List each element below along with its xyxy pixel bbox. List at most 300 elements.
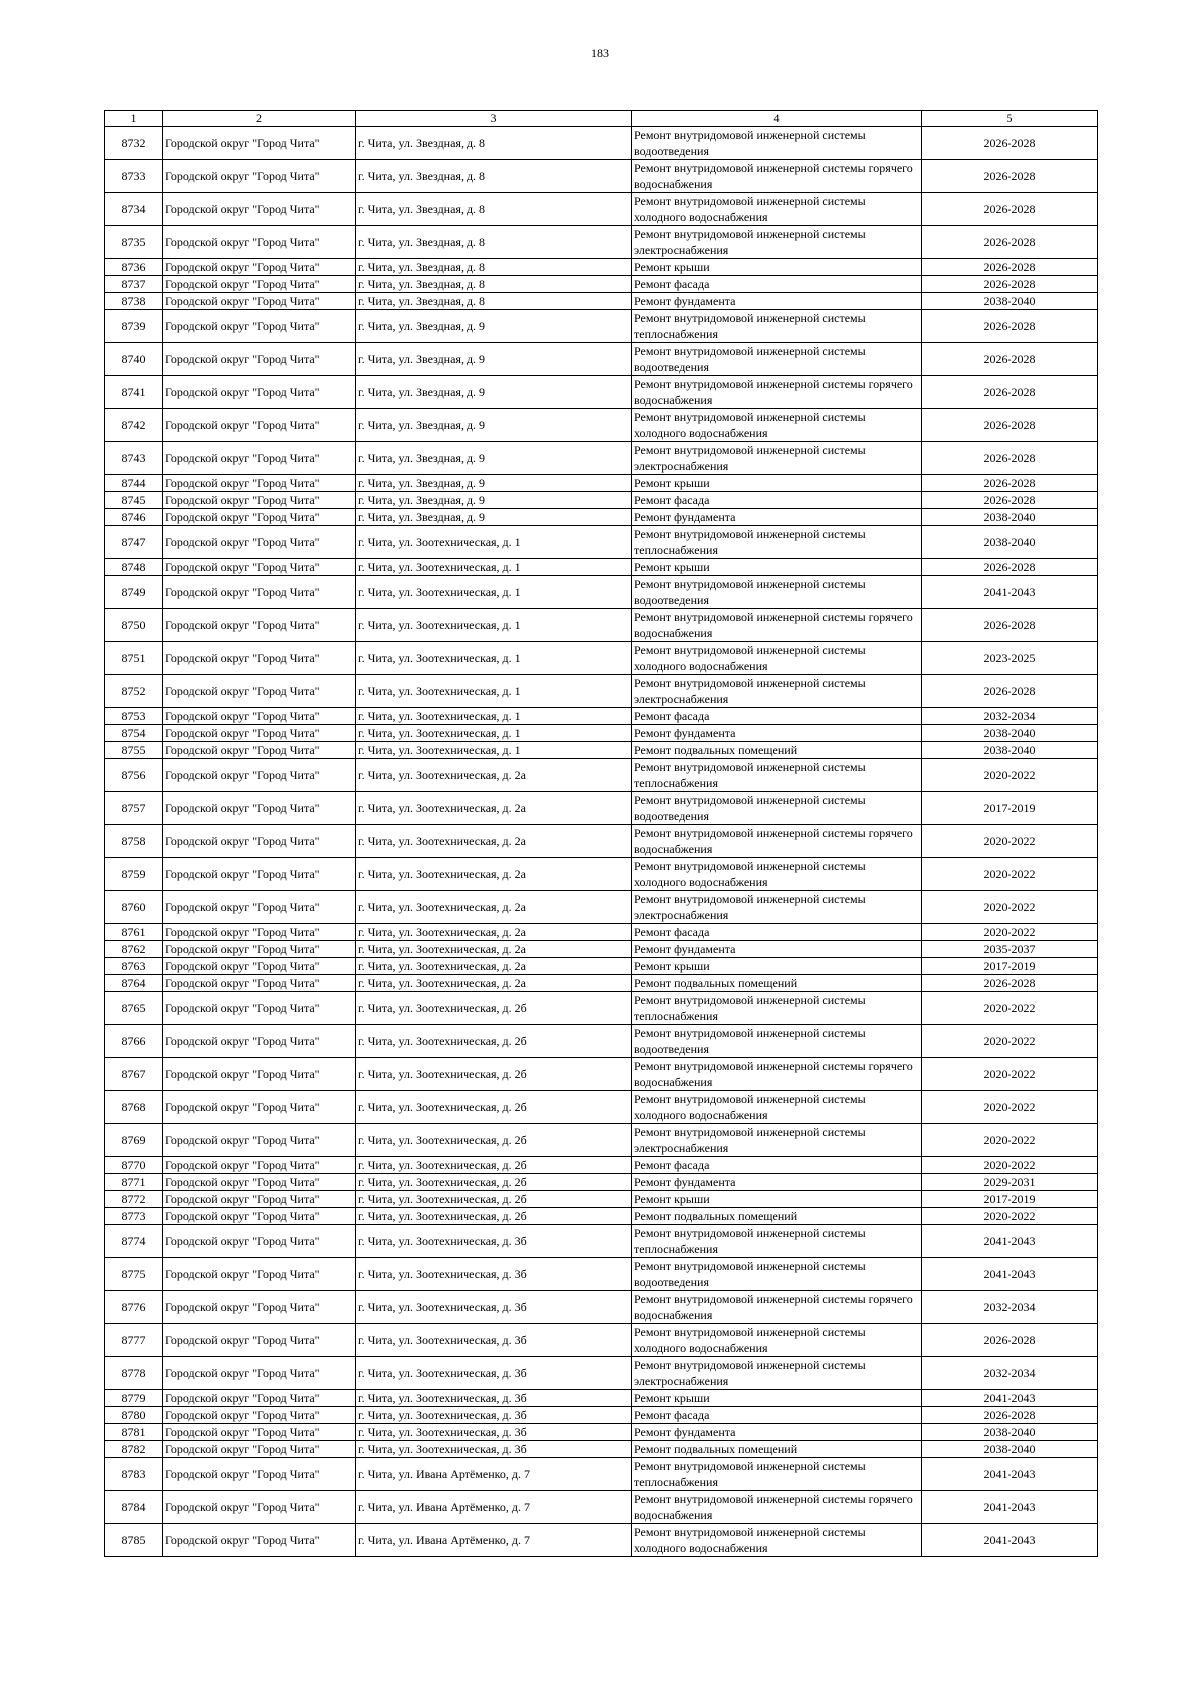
address-cell: г. Чита, ул. Зоотехническая, д. 2б xyxy=(356,992,632,1025)
address-cell: г. Чита, ул. Зоотехническая, д. 2б xyxy=(356,1058,632,1091)
row-number-cell: 8769 xyxy=(105,1124,163,1157)
table-row xyxy=(105,160,1098,193)
municipality-cell: Городской округ "Город Чита" xyxy=(163,1458,356,1491)
municipality-cell: Городской округ "Город Чита" xyxy=(163,1157,356,1174)
municipality-cell: Городской округ "Город Чита" xyxy=(163,259,356,276)
address-cell: г. Чита, ул. Зоотехническая, д. 2б xyxy=(356,1191,632,1208)
row-number-cell: 8759 xyxy=(105,858,163,891)
period-cell: 2020-2022 xyxy=(922,1058,1098,1091)
work-type-cell: Ремонт внутридомовой инженерной системы водоотведения xyxy=(632,127,922,160)
address-cell: г. Чита, ул. Зоотехническая, д. 3б xyxy=(356,1258,632,1291)
municipality-cell: Городской округ "Город Чита" xyxy=(163,1291,356,1324)
work-type-cell: Ремонт фасада xyxy=(632,708,922,725)
table-row xyxy=(105,941,1098,958)
address-cell: г. Чита, ул. Зоотехническая, д. 2а xyxy=(356,941,632,958)
row-number-cell: 8735 xyxy=(105,226,163,259)
municipality-cell: Городской округ "Город Чита" xyxy=(163,1407,356,1424)
work-type-cell: Ремонт внутридомовой инженерной системы электроснабжения xyxy=(632,442,922,475)
table-row xyxy=(105,1491,1098,1524)
header-cell: 2 xyxy=(163,111,356,127)
period-cell: 2041-2043 xyxy=(922,576,1098,609)
work-type-cell: Ремонт внутридомовой инженерной системы теплоснабжения xyxy=(632,759,922,792)
period-cell: 2020-2022 xyxy=(922,1025,1098,1058)
work-type-cell: Ремонт фасада xyxy=(632,1407,922,1424)
row-number-cell: 8778 xyxy=(105,1357,163,1390)
period-cell: 2038-2040 xyxy=(922,1424,1098,1441)
address-cell: г. Чита, ул. Зоотехническая, д. 1 xyxy=(356,609,632,642)
work-type-cell: Ремонт внутридомовой инженерной системы водоотведения xyxy=(632,343,922,376)
table-row xyxy=(105,1058,1098,1091)
row-number-cell: 8749 xyxy=(105,576,163,609)
row-number-cell: 8747 xyxy=(105,526,163,559)
work-type-cell: Ремонт фасада xyxy=(632,924,922,941)
address-cell: г. Чита, ул. Зоотехническая, д. 2а xyxy=(356,858,632,891)
work-type-cell: Ремонт внутридомовой инженерной системы электроснабжения xyxy=(632,1124,922,1157)
address-cell: г. Чита, ул. Зоотехническая, д. 3б xyxy=(356,1291,632,1324)
table-header-row xyxy=(105,111,1098,127)
period-cell: 2026-2028 xyxy=(922,376,1098,409)
table-row xyxy=(105,1124,1098,1157)
row-number-cell: 8779 xyxy=(105,1390,163,1407)
period-cell: 2017-2019 xyxy=(922,792,1098,825)
table-row xyxy=(105,742,1098,759)
period-cell: 2041-2043 xyxy=(922,1524,1098,1557)
municipality-cell: Городской округ "Город Чита" xyxy=(163,160,356,193)
address-cell: г. Чита, ул. Зоотехническая, д. 1 xyxy=(356,742,632,759)
row-number-cell: 8777 xyxy=(105,1324,163,1357)
municipality-cell: Городской округ "Город Чита" xyxy=(163,193,356,226)
address-cell: г. Чита, ул. Звездная, д. 9 xyxy=(356,409,632,442)
address-cell: г. Чита, ул. Зоотехническая, д. 2б xyxy=(356,1208,632,1225)
row-number-cell: 8761 xyxy=(105,924,163,941)
table-row xyxy=(105,958,1098,975)
municipality-cell: Городской округ "Город Чита" xyxy=(163,725,356,742)
period-cell: 2026-2028 xyxy=(922,609,1098,642)
address-cell: г. Чита, ул. Зоотехническая, д. 2а xyxy=(356,825,632,858)
period-cell: 2041-2043 xyxy=(922,1458,1098,1491)
period-cell: 2020-2022 xyxy=(922,1091,1098,1124)
municipality-cell: Городской округ "Город Чита" xyxy=(163,1025,356,1058)
municipality-cell: Городской округ "Город Чита" xyxy=(163,759,356,792)
municipality-cell: Городской округ "Город Чита" xyxy=(163,376,356,409)
period-cell: 2026-2028 xyxy=(922,975,1098,992)
row-number-cell: 8757 xyxy=(105,792,163,825)
period-cell: 2026-2028 xyxy=(922,193,1098,226)
period-cell: 2026-2028 xyxy=(922,1407,1098,1424)
period-cell: 2038-2040 xyxy=(922,509,1098,526)
table-row xyxy=(105,1424,1098,1441)
table-row xyxy=(105,792,1098,825)
address-cell: г. Чита, ул. Ивана Артёменко, д. 7 xyxy=(356,1491,632,1524)
period-cell: 2038-2040 xyxy=(922,293,1098,310)
table-row xyxy=(105,127,1098,160)
row-number-cell: 8782 xyxy=(105,1441,163,1458)
period-cell: 2032-2034 xyxy=(922,1357,1098,1390)
work-type-cell: Ремонт внутридомовой инженерной системы холодного водоснабжения xyxy=(632,1091,922,1124)
work-type-cell: Ремонт крыши xyxy=(632,475,922,492)
address-cell: г. Чита, ул. Зоотехническая, д. 1 xyxy=(356,642,632,675)
work-type-cell: Ремонт фасада xyxy=(632,492,922,509)
row-number-cell: 8766 xyxy=(105,1025,163,1058)
address-cell: г. Чита, ул. Звездная, д. 8 xyxy=(356,160,632,193)
table-row xyxy=(105,576,1098,609)
row-number-cell: 8784 xyxy=(105,1491,163,1524)
period-cell: 2026-2028 xyxy=(922,442,1098,475)
work-type-cell: Ремонт внутридомовой инженерной системы горячего водоснабжения xyxy=(632,1491,922,1524)
table-row xyxy=(105,642,1098,675)
municipality-cell: Городской округ "Город Чита" xyxy=(163,1225,356,1258)
row-number-cell: 8771 xyxy=(105,1174,163,1191)
table-row xyxy=(105,858,1098,891)
table-row xyxy=(105,1225,1098,1258)
period-cell: 2017-2019 xyxy=(922,958,1098,975)
address-cell: г. Чита, ул. Зоотехническая, д. 1 xyxy=(356,708,632,725)
work-type-cell: Ремонт внутридомовой инженерной системы электроснабжения xyxy=(632,675,922,708)
address-cell: г. Чита, ул. Зоотехническая, д. 3б xyxy=(356,1441,632,1458)
municipality-cell: Городской округ "Город Чита" xyxy=(163,1390,356,1407)
work-type-cell: Ремонт внутридомовой инженерной системы холодного водоснабжения xyxy=(632,409,922,442)
municipality-cell: Городской округ "Город Чита" xyxy=(163,576,356,609)
table-row xyxy=(105,276,1098,293)
work-type-cell: Ремонт внутридомовой инженерной системы электроснабжения xyxy=(632,891,922,924)
row-number-cell: 8751 xyxy=(105,642,163,675)
work-type-cell: Ремонт внутридомовой инженерной системы холодного водоснабжения xyxy=(632,1524,922,1557)
work-type-cell: Ремонт внутридомовой инженерной системы холодного водоснабжения xyxy=(632,642,922,675)
work-type-cell: Ремонт фундамента xyxy=(632,725,922,742)
period-cell: 2038-2040 xyxy=(922,725,1098,742)
municipality-cell: Городской округ "Город Чита" xyxy=(163,509,356,526)
row-number-cell: 8745 xyxy=(105,492,163,509)
table-row xyxy=(105,559,1098,576)
municipality-cell: Городской округ "Город Чита" xyxy=(163,1091,356,1124)
period-cell: 2035-2037 xyxy=(922,941,1098,958)
work-type-cell: Ремонт внутридомовой инженерной системы теплоснабжения xyxy=(632,992,922,1025)
work-type-cell: Ремонт внутридомовой инженерной системы горячего водоснабжения xyxy=(632,1291,922,1324)
table-row xyxy=(105,1025,1098,1058)
address-cell: г. Чита, ул. Зоотехническая, д. 2а xyxy=(356,759,632,792)
table-row xyxy=(105,1324,1098,1357)
work-type-cell: Ремонт крыши xyxy=(632,1390,922,1407)
address-cell: г. Чита, ул. Зоотехническая, д. 2б xyxy=(356,1157,632,1174)
period-cell: 2020-2022 xyxy=(922,924,1098,941)
work-type-cell: Ремонт крыши xyxy=(632,559,922,576)
row-number-cell: 8734 xyxy=(105,193,163,226)
table-row xyxy=(105,526,1098,559)
address-cell: г. Чита, ул. Зоотехническая, д. 1 xyxy=(356,675,632,708)
municipality-cell: Городской округ "Город Чита" xyxy=(163,127,356,160)
municipality-cell: Городской округ "Город Чита" xyxy=(163,310,356,343)
work-type-cell: Ремонт внутридомовой инженерной системы горячего водоснабжения xyxy=(632,609,922,642)
table-row xyxy=(105,1524,1098,1557)
period-cell: 2041-2043 xyxy=(922,1390,1098,1407)
table-row xyxy=(105,1357,1098,1390)
work-type-cell: Ремонт подвальных помещений xyxy=(632,742,922,759)
work-type-cell: Ремонт фундамента xyxy=(632,1424,922,1441)
work-type-cell: Ремонт подвальных помещений xyxy=(632,975,922,992)
work-type-cell: Ремонт внутридомовой инженерной системы теплоснабжения xyxy=(632,526,922,559)
address-cell: г. Чита, ул. Звездная, д. 9 xyxy=(356,343,632,376)
address-cell: г. Чита, ул. Ивана Артёменко, д. 7 xyxy=(356,1524,632,1557)
table-row xyxy=(105,376,1098,409)
table-row xyxy=(105,992,1098,1025)
address-cell: г. Чита, ул. Зоотехническая, д. 3б xyxy=(356,1225,632,1258)
municipality-cell: Городской округ "Город Чита" xyxy=(163,891,356,924)
address-cell: г. Чита, ул. Зоотехническая, д. 1 xyxy=(356,725,632,742)
municipality-cell: Городской округ "Город Чита" xyxy=(163,792,356,825)
address-cell: г. Чита, ул. Звездная, д. 9 xyxy=(356,442,632,475)
table-row xyxy=(105,193,1098,226)
table-row xyxy=(105,310,1098,343)
table-row xyxy=(105,675,1098,708)
period-cell: 2038-2040 xyxy=(922,1441,1098,1458)
table-row xyxy=(105,1258,1098,1291)
municipality-cell: Городской округ "Город Чита" xyxy=(163,1424,356,1441)
header-cell: 1 xyxy=(105,111,163,127)
period-cell: 2026-2028 xyxy=(922,343,1098,376)
row-number-cell: 8738 xyxy=(105,293,163,310)
row-number-cell: 8764 xyxy=(105,975,163,992)
table-row xyxy=(105,725,1098,742)
period-cell: 2026-2028 xyxy=(922,675,1098,708)
row-number-cell: 8743 xyxy=(105,442,163,475)
address-cell: г. Чита, ул. Зоотехническая, д. 2а xyxy=(356,792,632,825)
period-cell: 2026-2028 xyxy=(922,475,1098,492)
work-type-cell: Ремонт крыши xyxy=(632,1191,922,1208)
municipality-cell: Городской округ "Город Чита" xyxy=(163,226,356,259)
work-type-cell: Ремонт внутридомовой инженерной системы водоотведения xyxy=(632,576,922,609)
period-cell: 2026-2028 xyxy=(922,276,1098,293)
row-number-cell: 8754 xyxy=(105,725,163,742)
period-cell: 2026-2028 xyxy=(922,127,1098,160)
row-number-cell: 8744 xyxy=(105,475,163,492)
address-cell: г. Чита, ул. Зоотехническая, д. 1 xyxy=(356,576,632,609)
period-cell: 2038-2040 xyxy=(922,742,1098,759)
work-type-cell: Ремонт фасада xyxy=(632,1157,922,1174)
table-row xyxy=(105,1091,1098,1124)
work-type-cell: Ремонт внутридомовой инженерной системы горячего водоснабжения xyxy=(632,825,922,858)
row-number-cell: 8732 xyxy=(105,127,163,160)
period-cell: 2026-2028 xyxy=(922,1324,1098,1357)
row-number-cell: 8775 xyxy=(105,1258,163,1291)
work-type-cell: Ремонт внутридомовой инженерной системы теплоснабжения xyxy=(632,1225,922,1258)
table-row xyxy=(105,1441,1098,1458)
row-number-cell: 8763 xyxy=(105,958,163,975)
period-cell: 2020-2022 xyxy=(922,1208,1098,1225)
municipality-cell: Городской округ "Город Чита" xyxy=(163,1058,356,1091)
address-cell: г. Чита, ул. Звездная, д. 9 xyxy=(356,475,632,492)
work-type-cell: Ремонт внутридомовой инженерной системы электроснабжения xyxy=(632,1357,922,1390)
work-type-cell: Ремонт внутридомовой инженерной системы горячего водоснабжения xyxy=(632,376,922,409)
period-cell: 2017-2019 xyxy=(922,1191,1098,1208)
work-type-cell: Ремонт внутридомовой инженерной системы водоотведения xyxy=(632,1258,922,1291)
table-row xyxy=(105,825,1098,858)
work-type-cell: Ремонт внутридомовой инженерной системы водоотведения xyxy=(632,792,922,825)
period-cell: 2020-2022 xyxy=(922,825,1098,858)
row-number-cell: 8733 xyxy=(105,160,163,193)
row-number-cell: 8765 xyxy=(105,992,163,1025)
municipality-cell: Городской округ "Город Чита" xyxy=(163,1357,356,1390)
work-type-cell: Ремонт внутридомовой инженерной системы электроснабжения xyxy=(632,226,922,259)
row-number-cell: 8750 xyxy=(105,609,163,642)
row-number-cell: 8755 xyxy=(105,742,163,759)
period-cell: 2020-2022 xyxy=(922,891,1098,924)
address-cell: г. Чита, ул. Зоотехническая, д. 3б xyxy=(356,1424,632,1441)
row-number-cell: 8739 xyxy=(105,310,163,343)
municipality-cell: Городской округ "Город Чита" xyxy=(163,742,356,759)
work-type-cell: Ремонт внутридомовой инженерной системы холодного водоснабжения xyxy=(632,1324,922,1357)
row-number-cell: 8758 xyxy=(105,825,163,858)
table-row xyxy=(105,609,1098,642)
period-cell: 2041-2043 xyxy=(922,1258,1098,1291)
row-number-cell: 8752 xyxy=(105,675,163,708)
municipality-cell: Городской округ "Город Чита" xyxy=(163,675,356,708)
table-row xyxy=(105,1174,1098,1191)
work-type-cell: Ремонт фасада xyxy=(632,276,922,293)
table-row xyxy=(105,924,1098,941)
municipality-cell: Городской округ "Город Чита" xyxy=(163,559,356,576)
municipality-cell: Городской округ "Город Чита" xyxy=(163,409,356,442)
table-row xyxy=(105,409,1098,442)
table-row xyxy=(105,1157,1098,1174)
table-row xyxy=(105,975,1098,992)
address-cell: г. Чита, ул. Зоотехническая, д. 3б xyxy=(356,1390,632,1407)
work-type-cell: Ремонт подвальных помещений xyxy=(632,1208,922,1225)
header-cell: 4 xyxy=(632,111,922,127)
row-number-cell: 8768 xyxy=(105,1091,163,1124)
table-row xyxy=(105,1208,1098,1225)
address-cell: г. Чита, ул. Звездная, д. 8 xyxy=(356,193,632,226)
address-cell: г. Чита, ул. Звездная, д. 9 xyxy=(356,376,632,409)
work-type-cell: Ремонт фундамента xyxy=(632,941,922,958)
period-cell: 2026-2028 xyxy=(922,226,1098,259)
row-number-cell: 8767 xyxy=(105,1058,163,1091)
municipality-cell: Городской округ "Город Чита" xyxy=(163,975,356,992)
row-number-cell: 8737 xyxy=(105,276,163,293)
row-number-cell: 8740 xyxy=(105,343,163,376)
period-cell: 2026-2028 xyxy=(922,310,1098,343)
work-type-cell: Ремонт подвальных помещений xyxy=(632,1441,922,1458)
municipality-cell: Городской округ "Город Чита" xyxy=(163,442,356,475)
row-number-cell: 8762 xyxy=(105,941,163,958)
work-type-cell: Ремонт внутридомовой инженерной системы горячего водоснабжения xyxy=(632,160,922,193)
municipality-cell: Городской округ "Город Чита" xyxy=(163,708,356,725)
row-number-cell: 8742 xyxy=(105,409,163,442)
period-cell: 2026-2028 xyxy=(922,559,1098,576)
table-row xyxy=(105,442,1098,475)
municipality-cell: Городской округ "Город Чита" xyxy=(163,1191,356,1208)
row-number-cell: 8772 xyxy=(105,1191,163,1208)
work-type-cell: Ремонт фундамента xyxy=(632,293,922,310)
work-type-cell: Ремонт внутридомовой инженерной системы теплоснабжения xyxy=(632,1458,922,1491)
period-cell: 2020-2022 xyxy=(922,1124,1098,1157)
table-row xyxy=(105,891,1098,924)
period-cell: 2026-2028 xyxy=(922,409,1098,442)
municipality-cell: Городской округ "Город Чита" xyxy=(163,1258,356,1291)
municipality-cell: Городской округ "Город Чита" xyxy=(163,1208,356,1225)
row-number-cell: 8746 xyxy=(105,509,163,526)
row-number-cell: 8736 xyxy=(105,259,163,276)
municipality-cell: Городской округ "Город Чита" xyxy=(163,343,356,376)
municipality-cell: Городской округ "Город Чита" xyxy=(163,924,356,941)
period-cell: 2020-2022 xyxy=(922,759,1098,792)
period-cell: 2020-2022 xyxy=(922,858,1098,891)
municipality-cell: Городской округ "Город Чита" xyxy=(163,1441,356,1458)
address-cell: г. Чита, ул. Зоотехническая, д. 2б xyxy=(356,1174,632,1191)
municipality-cell: Городской округ "Город Чита" xyxy=(163,825,356,858)
table-row xyxy=(105,708,1098,725)
period-cell: 2032-2034 xyxy=(922,708,1098,725)
row-number-cell: 8783 xyxy=(105,1458,163,1491)
municipality-cell: Городской округ "Город Чита" xyxy=(163,642,356,675)
page-number: 183 xyxy=(591,46,609,60)
address-cell: г. Чита, ул. Ивана Артёменко, д. 7 xyxy=(356,1458,632,1491)
address-cell: г. Чита, ул. Звездная, д. 9 xyxy=(356,492,632,509)
period-cell: 2020-2022 xyxy=(922,992,1098,1025)
period-cell: 2026-2028 xyxy=(922,160,1098,193)
address-cell: г. Чита, ул. Звездная, д. 8 xyxy=(356,293,632,310)
table-row xyxy=(105,1407,1098,1424)
row-number-cell: 8753 xyxy=(105,708,163,725)
address-cell: г. Чита, ул. Звездная, д. 8 xyxy=(356,276,632,293)
period-cell: 2041-2043 xyxy=(922,1491,1098,1524)
period-cell: 2038-2040 xyxy=(922,526,1098,559)
municipality-cell: Городской округ "Город Чита" xyxy=(163,958,356,975)
table-row xyxy=(105,1458,1098,1491)
municipality-cell: Городской округ "Город Чита" xyxy=(163,526,356,559)
work-type-cell: Ремонт крыши xyxy=(632,259,922,276)
address-cell: г. Чита, ул. Зоотехническая, д. 2б xyxy=(356,1124,632,1157)
period-cell: 2029-2031 xyxy=(922,1174,1098,1191)
row-number-cell: 8748 xyxy=(105,559,163,576)
address-cell: г. Чита, ул. Зоотехническая, д. 3б xyxy=(356,1324,632,1357)
table-row xyxy=(105,259,1098,276)
row-number-cell: 8780 xyxy=(105,1407,163,1424)
row-number-cell: 8781 xyxy=(105,1424,163,1441)
municipality-cell: Городской округ "Город Чита" xyxy=(163,992,356,1025)
address-cell: г. Чита, ул. Звездная, д. 9 xyxy=(356,509,632,526)
address-cell: г. Чита, ул. Зоотехническая, д. 2а xyxy=(356,958,632,975)
work-type-cell: Ремонт фундамента xyxy=(632,1174,922,1191)
address-cell: г. Чита, ул. Зоотехническая, д. 2б xyxy=(356,1091,632,1124)
address-cell: г. Чита, ул. Зоотехническая, д. 2б xyxy=(356,1025,632,1058)
address-cell: г. Чита, ул. Зоотехническая, д. 3б xyxy=(356,1357,632,1390)
table-row xyxy=(105,509,1098,526)
period-cell: 2026-2028 xyxy=(922,492,1098,509)
municipality-cell: Городской округ "Город Чита" xyxy=(163,492,356,509)
municipality-cell: Городской округ "Город Чита" xyxy=(163,941,356,958)
address-cell: г. Чита, ул. Звездная, д. 8 xyxy=(356,127,632,160)
header-cell: 5 xyxy=(922,111,1098,127)
work-type-cell: Ремонт внутридомовой инженерной системы теплоснабжения xyxy=(632,310,922,343)
table-row xyxy=(105,492,1098,509)
row-number-cell: 8773 xyxy=(105,1208,163,1225)
row-number-cell: 8756 xyxy=(105,759,163,792)
row-number-cell: 8776 xyxy=(105,1291,163,1324)
period-cell: 2020-2022 xyxy=(922,1157,1098,1174)
address-cell: г. Чита, ул. Зоотехническая, д. 2а xyxy=(356,891,632,924)
address-cell: г. Чита, ул. Зоотехническая, д. 2а xyxy=(356,924,632,941)
row-number-cell: 8770 xyxy=(105,1157,163,1174)
row-number-cell: 8760 xyxy=(105,891,163,924)
municipality-cell: Городской округ "Город Чита" xyxy=(163,1524,356,1557)
period-cell: 2041-2043 xyxy=(922,1225,1098,1258)
table-row xyxy=(105,759,1098,792)
row-number-cell: 8774 xyxy=(105,1225,163,1258)
address-cell: г. Чита, ул. Зоотехническая, д. 1 xyxy=(356,559,632,576)
table-row xyxy=(105,343,1098,376)
municipality-cell: Городской округ "Город Чита" xyxy=(163,276,356,293)
work-type-cell: Ремонт внутридомовой инженерной системы холодного водоснабжения xyxy=(632,193,922,226)
